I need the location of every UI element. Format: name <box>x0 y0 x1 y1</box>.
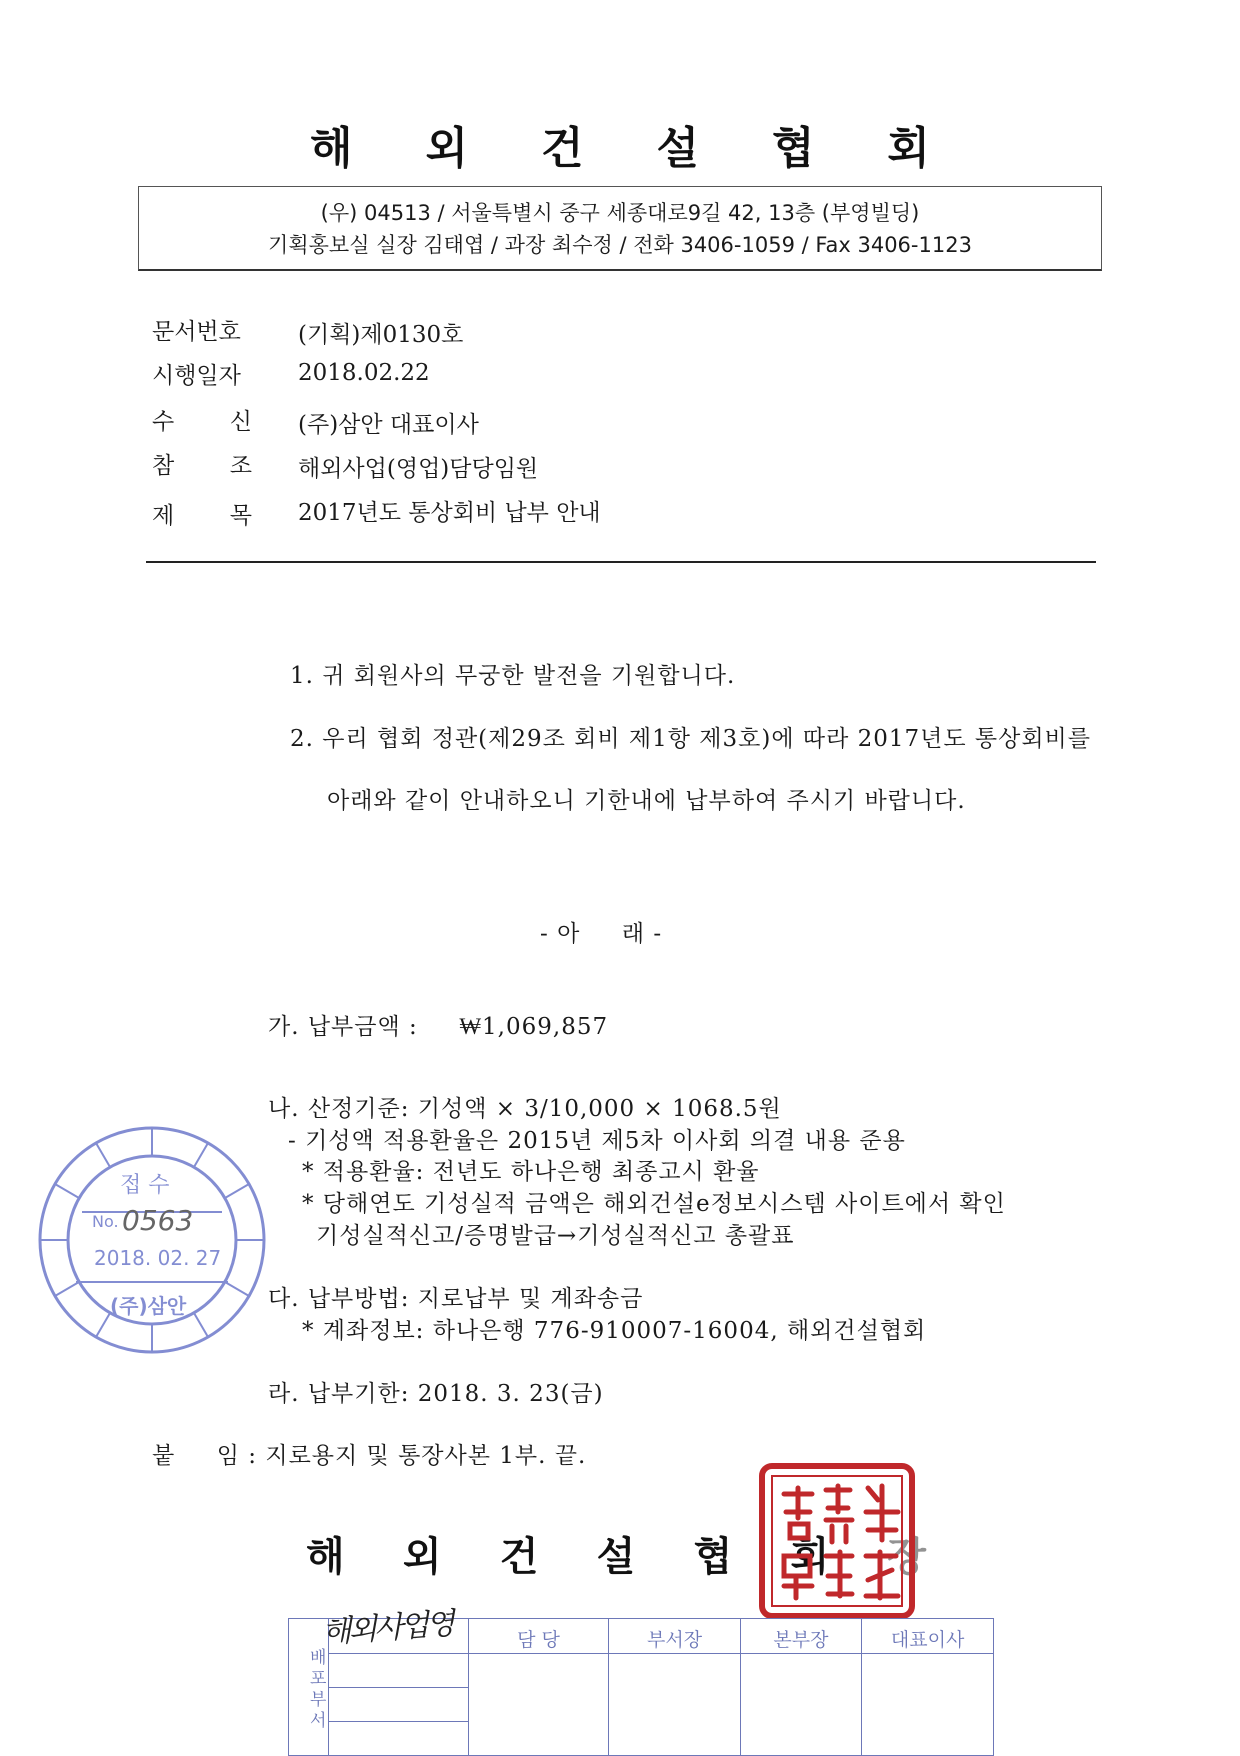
receipt-stamp-ring <box>32 1120 272 1360</box>
item-calculation-note-4: 기성실적신고/증명발급→기성실적신고 총괄표 <box>316 1223 795 1249</box>
contact-address: (우) 04513 / 서울특별시 중구 세종대로9길 42, 13층 (부영빌딩) <box>320 201 920 225</box>
approval-cell <box>328 1688 468 1722</box>
signer-char: 건 <box>499 1534 539 1580</box>
receipt-stamp-number: 0563 <box>122 1204 194 1237</box>
recipient-value: (주)삼안 대표이사 <box>298 412 479 438</box>
org-title-char: 협 <box>771 123 815 174</box>
signer-char: 해 <box>306 1534 345 1580</box>
approval-side-label: 배포부서 <box>289 1619 329 1756</box>
label-char: 조 <box>229 453 252 479</box>
receipt-stamp-date: 2018. 02. 27 <box>94 1246 222 1270</box>
approval-cell <box>328 1654 468 1688</box>
signer-char: 회 <box>790 1534 830 1580</box>
approval-sign-cell <box>609 1654 740 1756</box>
official-seal <box>756 1460 918 1622</box>
paragraph-1: 1. 귀 회원사의 무궁한 발전을 기원합니다. <box>290 663 736 689</box>
approval-sign-cell <box>468 1654 609 1756</box>
org-title-char: 건 <box>540 123 584 174</box>
label-char: 신 <box>229 409 252 435</box>
label-char: 참 <box>152 453 175 479</box>
attachment-line: 붙 임 : 지로용지 및 통장사본 1부. 끝. <box>152 1443 587 1469</box>
item-account-info: * 계좌정보: 하나은행 776-910007-16004, 해외건설협회 <box>302 1318 927 1344</box>
approval-header-division-head: 본부장 <box>740 1619 862 1654</box>
receipt-stamp-no-label: No. <box>92 1212 119 1231</box>
approval-sign-cell <box>862 1654 994 1756</box>
header-divider <box>146 561 1096 563</box>
signer-char: 협 <box>693 1534 733 1580</box>
org-title-char: 해 <box>310 123 353 174</box>
item-payment-method: 다. 납부방법: 지로납부 및 계좌송금 <box>268 1286 644 1312</box>
item-calculation-basis: 나. 산정기준: 기성액 × 3/10,000 × 1068.5원 <box>268 1096 782 1122</box>
receipt-stamp-title: 접 수 <box>120 1173 170 1198</box>
org-title-char: 설 <box>656 123 699 174</box>
doc-number-label: 문서번호 <box>152 319 241 345</box>
item-calculation-note-3: * 당해연도 기성실적 금액은 해외건설e정보시스템 사이트에서 확인 <box>302 1191 1006 1217</box>
paragraph-2-line-1: 2. 우리 협회 정관(제29조 회비 제1항 제3호)에 따라 2017년도 통상회비를 <box>290 726 1091 752</box>
doc-number-value: (기획)제0130호 <box>298 322 464 348</box>
subject-value: 2017년도 통상회비 납부 안내 <box>298 500 601 526</box>
receipt-stamp-company: (주)삼안 <box>110 1294 187 1318</box>
handwritten-signature: 해외사업영 <box>321 1606 454 1651</box>
label-char: 수 <box>152 409 175 435</box>
org-title-char: 외 <box>425 123 468 174</box>
reference-value: 해외사업(영업)담당임원 <box>298 456 539 482</box>
approval-header-dept-head: 부서장 <box>609 1619 740 1654</box>
organization-title <box>310 112 930 176</box>
subject-label <box>152 497 252 530</box>
item-payment-amount: 가. 납부금액 : ₩1,069,857 <box>268 1014 609 1040</box>
approval-header-ceo: 대표이사 <box>862 1619 994 1654</box>
issue-date-label: 시행일자 <box>152 363 241 389</box>
signer-char: 장 <box>887 1534 926 1580</box>
receipt-stamp <box>32 1120 272 1360</box>
contact-info-box <box>138 186 1102 271</box>
paragraph-2-line-2: 아래와 같이 안내하오니 기한내에 납부하여 주시기 바랍니다. <box>327 788 966 814</box>
label-char: 제 <box>152 503 175 529</box>
signer-char: 설 <box>596 1534 636 1580</box>
approval-cell <box>328 1722 468 1756</box>
item-payment-deadline: 라. 납부기한: 2018. 3. 23(금) <box>268 1381 604 1407</box>
approval-header-staff: 담 당 <box>468 1619 609 1654</box>
reference-label <box>152 447 252 480</box>
section-heading: - 아 래 - <box>540 921 663 947</box>
signer-char: 외 <box>402 1534 442 1580</box>
item-calculation-note-2: * 적용환율: 전년도 하나은행 최종고시 환율 <box>302 1159 760 1185</box>
contact-phone-line: 기획홍보실 실장 김태엽 / 과장 최수정 / 전화 3406-1059 / Fax 3406-1123 <box>268 233 972 257</box>
item-calculation-note-1: - 기성액 적용환율은 2015년 제5차 이사회 의결 내용 준용 <box>288 1128 906 1154</box>
org-title-char: 회 <box>887 123 930 174</box>
approval-sign-cell <box>740 1654 862 1756</box>
issue-date-value: 2018.02.22 <box>298 360 430 386</box>
label-char: 목 <box>229 503 252 529</box>
recipient-label <box>152 403 252 436</box>
